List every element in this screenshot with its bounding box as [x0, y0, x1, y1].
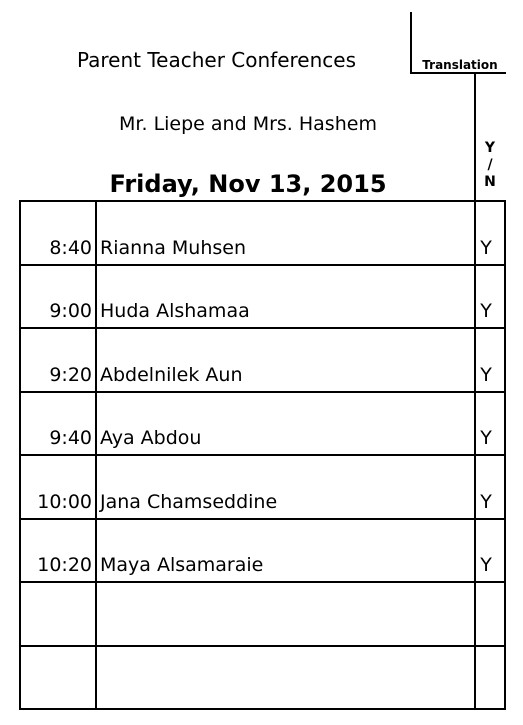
appointment-time: 10:00: [37, 491, 92, 513]
appointment-time: 9:40: [49, 427, 92, 449]
appointment-time: 8:40: [49, 237, 92, 259]
translation-box-bottom-border: [410, 72, 506, 74]
row-divider: [19, 264, 506, 266]
page-title: Parent Teacher Conferences: [76, 48, 357, 72]
student-name: Rianna Muhsen: [100, 237, 246, 259]
row-divider: [19, 391, 506, 393]
translation-needed: Y: [480, 554, 492, 576]
student-name: Abdelnilek Aun: [100, 364, 243, 386]
row-divider: [19, 327, 506, 329]
conference-date: Friday, Nov 13, 2015: [109, 170, 387, 198]
table-top-border: [19, 200, 506, 202]
row-divider: [19, 645, 506, 647]
translation-needed: Y: [480, 300, 492, 322]
row-divider: [19, 454, 506, 456]
translation-needed: Y: [480, 364, 492, 386]
yn-label-y: Y: [484, 140, 496, 156]
teacher-names: Mr. Liepe and Mrs. Hashem: [119, 113, 377, 135]
yn-label-slash: /: [487, 157, 493, 173]
student-name: Aya Abdou: [100, 427, 202, 449]
translation-box-left-border: [410, 12, 412, 74]
student-name: Maya Alsamaraie: [100, 554, 264, 576]
student-name: Jana Chamseddine: [100, 491, 278, 513]
yn-label-n: N: [484, 174, 496, 190]
translation-needed: Y: [480, 237, 492, 259]
translation-needed: Y: [480, 427, 492, 449]
appointment-time: 10:20: [37, 554, 92, 576]
student-name: Huda Alshamaa: [100, 300, 250, 322]
row-divider: [19, 581, 506, 583]
appointment-time: 9:20: [49, 364, 92, 386]
appointment-time: 9:00: [49, 300, 92, 322]
translation-column-border-top: [474, 72, 476, 200]
translation-column-label: Translation: [422, 58, 498, 72]
row-divider: [19, 708, 506, 710]
row-divider: [19, 518, 506, 520]
yes-no-label: [475, 140, 505, 191]
translation-needed: Y: [480, 491, 492, 513]
